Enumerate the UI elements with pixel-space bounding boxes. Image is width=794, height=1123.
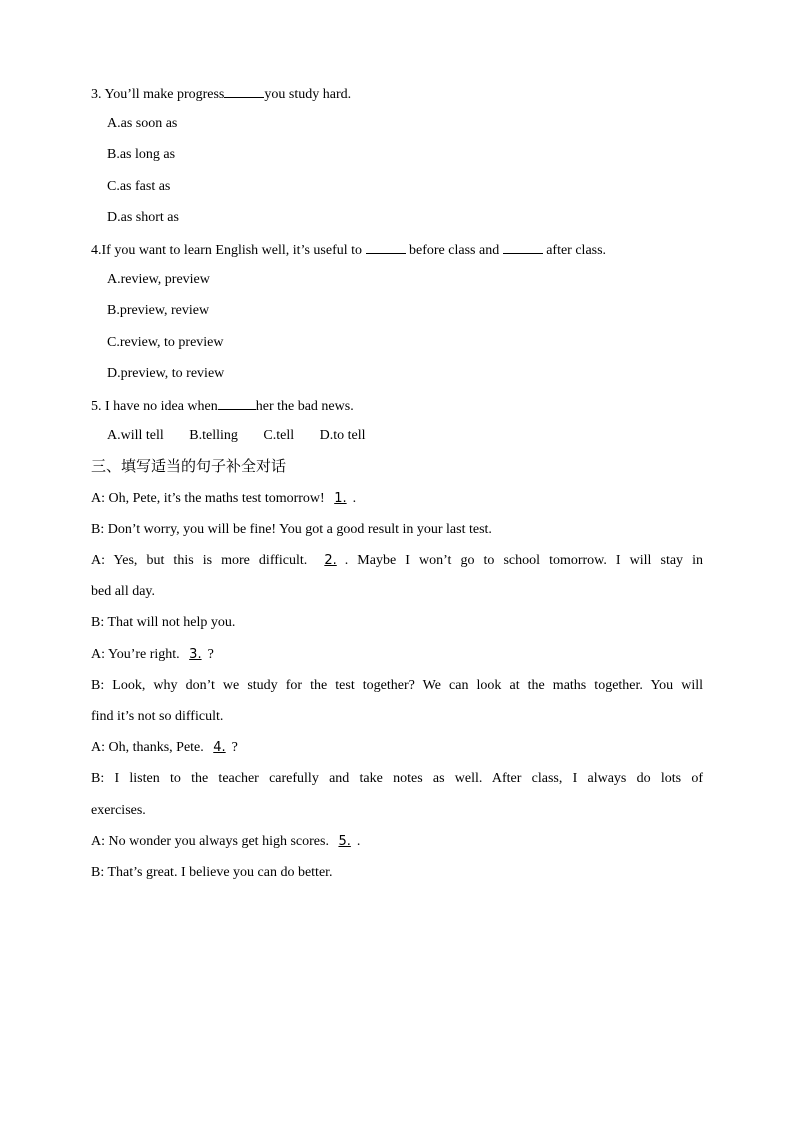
- dialogue-line-5-end: ?: [207, 647, 214, 662]
- dialogue-line-8-cont: exercises.: [91, 803, 146, 818]
- dialogue-line-9-end: .: [356, 834, 361, 849]
- q5-stem-part2: her the bad news.: [255, 399, 354, 414]
- dialogue-line-9: [91, 833, 703, 851]
- q4-option-c: C.review, to preview: [107, 335, 224, 350]
- dialogue-line-5: [91, 646, 703, 664]
- dialogue-line-5-text: A: You’re right.: [91, 647, 180, 662]
- q4-stem-part1: 4.If you want to learn English well, it’s useful to: [91, 243, 363, 258]
- dialogue-line-1-text: A: Oh, Pete, it’s the maths test tomorrow!: [91, 491, 325, 506]
- dialogue-line-3-cont: bed all day.: [91, 584, 156, 599]
- q5-stem-part1: 5. I have no idea when: [91, 399, 218, 414]
- q5-options-row: [107, 427, 719, 445]
- q4-stem-part2: before class and: [409, 243, 500, 258]
- q5-option-a: A.will tell: [107, 428, 164, 443]
- answer-blank-1: 1.: [334, 491, 347, 506]
- dialogue-line-7: [91, 739, 703, 757]
- dialogue-line-10: B: That’s great. I believe you can do better.: [91, 865, 333, 880]
- dialogue-line-2: B: Don’t worry, you will be fine! You got a good result in your last test.: [91, 522, 492, 537]
- q3-option-d: D.as short as: [107, 210, 179, 225]
- q5-blank: [218, 396, 256, 410]
- answer-blank-3: 3.: [189, 647, 202, 662]
- question-5-stem: [91, 396, 703, 416]
- dialogue-line-4: B: That will not help you.: [91, 615, 236, 630]
- dialogue-line-7-text: A: Oh, thanks, Pete.: [91, 740, 204, 755]
- q3-option-b: B.as long as: [107, 147, 176, 162]
- answer-blank-5: 5.: [338, 834, 351, 849]
- q4-option-a: A.review, preview: [107, 272, 210, 287]
- dialogue-line-1: [91, 490, 703, 508]
- q5-option-b: B.telling: [189, 428, 238, 443]
- dialogue-line-8: B: I listen to the teacher carefully and take notes as well. After class, I always do lots of: [91, 771, 703, 786]
- dialogue-line-3-part1: A: Yes, but this is more difficult.: [91, 553, 308, 568]
- q4-option-b: B.preview, review: [107, 303, 210, 318]
- q4-blank-1: [366, 240, 406, 254]
- q4-option-d: D.preview, to review: [107, 366, 225, 381]
- answer-blank-4: 4.: [213, 740, 226, 755]
- q5-option-c: C.tell: [263, 428, 295, 443]
- dialogue-line-6-cont: find it’s not so difficult.: [91, 709, 224, 724]
- q3-stem-part1: 3. You’ll make progress: [91, 87, 225, 102]
- dialogue-line-3-part2: . Maybe I won’t go to school tomorrow. I will stay in: [344, 553, 703, 568]
- dialogue-line-6: B: Look, why don’t we study for the test together? We can look at the maths together. You will: [91, 678, 703, 693]
- dialogue-line-1-end: .: [352, 491, 357, 506]
- question-3-stem: [91, 84, 703, 104]
- answer-blank-2: 2.: [324, 553, 337, 568]
- q3-option-c: C.as fast as: [107, 179, 171, 194]
- dialogue-line-3: [91, 552, 703, 570]
- dialogue-line-9-text: A: No wonder you always get high scores.: [91, 834, 329, 849]
- q3-blank: [224, 84, 264, 98]
- q3-stem-part2: you study hard.: [264, 87, 352, 102]
- dialogue-line-7-end: ?: [231, 740, 238, 755]
- question-4-stem: [91, 240, 703, 260]
- q4-blank-2: [503, 240, 543, 254]
- section-3-heading: 三、填写适当的句子补全对话: [91, 457, 287, 475]
- q5-option-d: D.to tell: [319, 428, 366, 443]
- q4-stem-part3: after class.: [546, 243, 607, 258]
- q3-option-a: A.as soon as: [107, 116, 178, 131]
